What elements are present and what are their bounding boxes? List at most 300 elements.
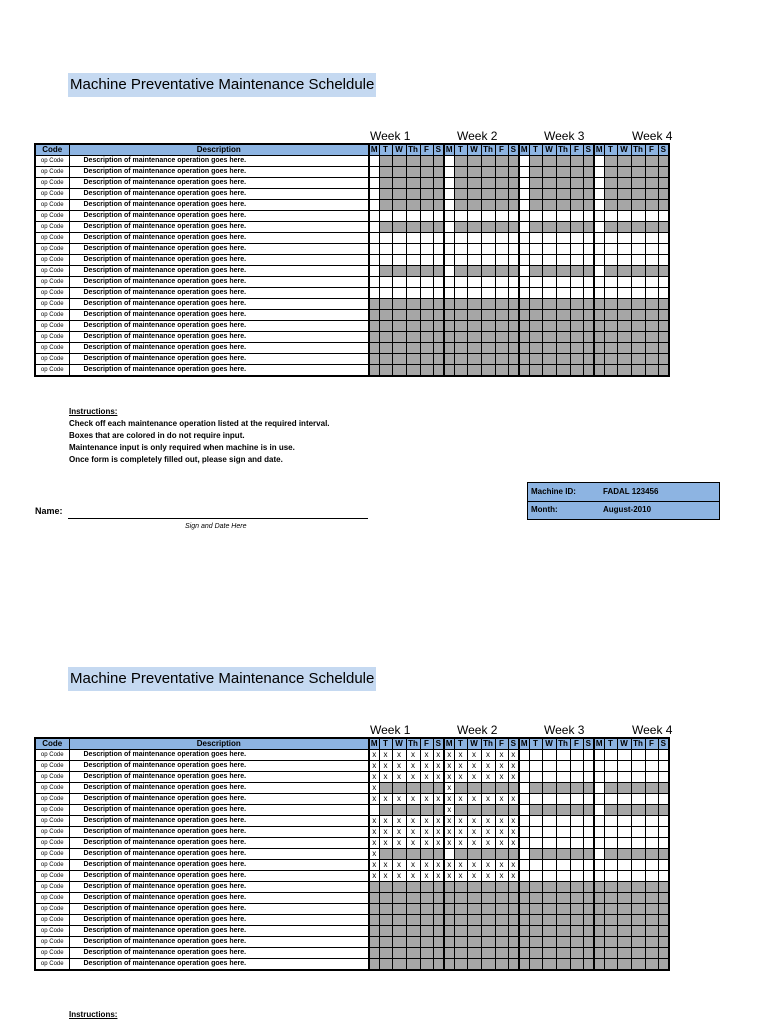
check-cell[interactable] — [529, 761, 542, 772]
day-header: W — [617, 144, 631, 156]
check-cell[interactable]: x — [369, 816, 379, 827]
check-cell[interactable]: x — [444, 750, 454, 761]
check-cell[interactable]: x — [379, 761, 392, 772]
check-cell[interactable]: x — [433, 827, 444, 838]
check-cell — [433, 948, 444, 959]
check-cell[interactable]: x — [433, 761, 444, 772]
check-cell[interactable]: x — [454, 816, 467, 827]
check-cell — [631, 849, 645, 860]
check-cell[interactable] — [631, 816, 645, 827]
check-cell[interactable] — [519, 772, 529, 783]
check-cell[interactable] — [617, 772, 631, 783]
instruction-line: Check off each maintenance operation listed at the required interval. — [69, 419, 330, 428]
check-cell[interactable] — [556, 838, 570, 849]
check-cell[interactable] — [617, 750, 631, 761]
check-cell[interactable] — [529, 816, 542, 827]
day-header: T — [454, 738, 467, 750]
check-cell[interactable] — [542, 838, 556, 849]
check-cell[interactable] — [519, 849, 529, 860]
check-cell[interactable]: x — [467, 816, 481, 827]
check-cell[interactable] — [631, 772, 645, 783]
check-cell — [433, 904, 444, 915]
check-cell[interactable] — [658, 761, 669, 772]
check-cell[interactable]: x — [481, 838, 495, 849]
check-cell[interactable]: x — [495, 750, 508, 761]
check-cell[interactable]: x — [467, 860, 481, 871]
check-cell[interactable]: x — [433, 838, 444, 849]
check-cell[interactable]: x — [481, 871, 495, 882]
check-cell[interactable] — [658, 816, 669, 827]
check-cell[interactable] — [604, 794, 617, 805]
check-cell — [467, 959, 481, 971]
check-cell[interactable]: x — [495, 794, 508, 805]
check-cell[interactable] — [604, 838, 617, 849]
check-cell[interactable] — [570, 838, 583, 849]
check-cell[interactable] — [570, 794, 583, 805]
check-cell[interactable]: x — [481, 794, 495, 805]
check-cell[interactable] — [369, 805, 379, 816]
check-cell[interactable]: x — [508, 761, 519, 772]
check-cell[interactable]: x — [495, 838, 508, 849]
check-cell[interactable] — [556, 871, 570, 882]
op-code-cell: op Code — [35, 882, 69, 893]
check-cell[interactable] — [645, 772, 658, 783]
check-cell[interactable] — [583, 794, 594, 805]
check-cell[interactable]: x — [420, 794, 433, 805]
day-header: Th — [481, 738, 495, 750]
op-code-cell: op Code — [35, 266, 69, 277]
check-cell[interactable]: x — [444, 838, 454, 849]
check-cell[interactable]: x — [392, 860, 406, 871]
check-cell[interactable] — [570, 761, 583, 772]
check-cell[interactable]: x — [406, 816, 420, 827]
check-cell[interactable]: x — [406, 750, 420, 761]
check-cell[interactable] — [658, 794, 669, 805]
check-cell[interactable]: x — [454, 860, 467, 871]
check-cell[interactable] — [556, 761, 570, 772]
day-header: T — [604, 738, 617, 750]
day-header: M — [520, 145, 528, 154]
check-cell[interactable]: x — [392, 750, 406, 761]
check-cell[interactable] — [583, 827, 594, 838]
check-cell[interactable]: x — [406, 838, 420, 849]
check-cell[interactable] — [542, 816, 556, 827]
check-cell[interactable] — [542, 761, 556, 772]
check-cell[interactable]: x — [495, 816, 508, 827]
check-cell[interactable]: x — [392, 838, 406, 849]
check-cell[interactable]: x — [481, 816, 495, 827]
check-cell[interactable] — [645, 816, 658, 827]
check-cell[interactable]: x — [369, 750, 379, 761]
check-cell[interactable]: x — [454, 838, 467, 849]
check-cell[interactable]: x — [467, 761, 481, 772]
check-cell[interactable]: x — [420, 860, 433, 871]
check-cell[interactable]: x — [508, 750, 519, 761]
check-cell[interactable] — [645, 871, 658, 882]
op-code-cell: op Code — [35, 321, 69, 332]
check-cell[interactable] — [570, 750, 583, 761]
check-cell[interactable]: x — [420, 772, 433, 783]
check-cell[interactable]: x — [467, 838, 481, 849]
check-cell[interactable] — [583, 860, 594, 871]
check-cell[interactable]: x — [406, 860, 420, 871]
check-cell[interactable] — [645, 761, 658, 772]
check-cell — [467, 882, 481, 893]
check-cell[interactable]: x — [508, 827, 519, 838]
check-cell[interactable] — [556, 750, 570, 761]
check-cell[interactable] — [583, 871, 594, 882]
check-cell[interactable] — [529, 772, 542, 783]
check-cell[interactable]: x — [379, 816, 392, 827]
check-cell[interactable]: x — [433, 772, 444, 783]
check-cell[interactable]: x — [508, 816, 519, 827]
check-cell[interactable]: x — [508, 860, 519, 871]
machine-id-label: Machine ID: — [531, 487, 576, 496]
check-cell[interactable]: x — [379, 827, 392, 838]
check-cell[interactable]: x — [467, 772, 481, 783]
check-cell[interactable]: x — [444, 772, 454, 783]
check-cell — [467, 805, 481, 816]
check-cell[interactable]: x — [495, 827, 508, 838]
check-cell[interactable]: x — [454, 871, 467, 882]
check-cell[interactable]: x — [406, 871, 420, 882]
table-row — [35, 915, 669, 926]
check-cell — [583, 915, 594, 926]
check-cell[interactable] — [617, 827, 631, 838]
check-cell[interactable]: x — [379, 860, 392, 871]
check-cell[interactable]: x — [495, 761, 508, 772]
op-code-cell: op Code — [35, 310, 69, 321]
check-cell[interactable] — [556, 794, 570, 805]
check-cell[interactable] — [617, 794, 631, 805]
check-cell[interactable]: x — [379, 794, 392, 805]
check-cell[interactable] — [631, 794, 645, 805]
check-cell — [379, 948, 392, 959]
check-cell[interactable]: x — [495, 871, 508, 882]
description-cell: Description of maintenance operation goes here. — [69, 871, 369, 882]
check-cell[interactable] — [519, 805, 529, 816]
day-header: Th — [406, 144, 420, 156]
check-cell[interactable]: x — [444, 816, 454, 827]
check-cell[interactable]: x — [467, 750, 481, 761]
schedule-table — [34, 737, 670, 971]
check-cell[interactable]: x — [454, 827, 467, 838]
check-cell — [392, 926, 406, 937]
check-cell[interactable]: x — [369, 827, 379, 838]
check-cell[interactable]: x — [481, 761, 495, 772]
check-cell[interactable] — [583, 816, 594, 827]
check-cell — [508, 948, 519, 959]
check-cell[interactable]: x — [454, 794, 467, 805]
op-code-cell: op Code — [35, 255, 69, 266]
check-cell[interactable] — [658, 838, 669, 849]
check-cell[interactable]: x — [392, 772, 406, 783]
check-cell — [433, 805, 444, 816]
check-cell[interactable] — [529, 827, 542, 838]
check-cell[interactable] — [645, 794, 658, 805]
check-cell — [658, 805, 669, 816]
check-cell[interactable] — [617, 816, 631, 827]
check-cell[interactable]: x — [481, 827, 495, 838]
check-cell[interactable] — [604, 860, 617, 871]
check-cell[interactable]: x — [420, 871, 433, 882]
day-header: W — [467, 738, 481, 750]
check-cell[interactable] — [583, 750, 594, 761]
check-cell[interactable] — [594, 860, 604, 871]
check-cell[interactable]: x — [481, 860, 495, 871]
check-cell[interactable] — [556, 772, 570, 783]
check-cell — [529, 849, 542, 860]
check-cell[interactable] — [658, 827, 669, 838]
check-cell[interactable]: x — [392, 761, 406, 772]
check-cell[interactable] — [570, 772, 583, 783]
check-cell[interactable] — [556, 816, 570, 827]
check-cell[interactable]: x — [379, 871, 392, 882]
check-cell[interactable] — [604, 761, 617, 772]
check-cell[interactable]: x — [369, 794, 379, 805]
check-cell[interactable]: x — [406, 827, 420, 838]
check-cell[interactable]: x — [467, 794, 481, 805]
check-cell[interactable] — [519, 871, 529, 882]
check-cell[interactable]: x — [508, 794, 519, 805]
check-cell[interactable] — [645, 750, 658, 761]
check-cell[interactable] — [631, 750, 645, 761]
check-cell[interactable]: x — [454, 772, 467, 783]
check-cell[interactable] — [519, 750, 529, 761]
check-cell[interactable]: x — [379, 772, 392, 783]
day-header: M — [595, 739, 603, 748]
check-cell[interactable] — [529, 838, 542, 849]
check-cell — [508, 904, 519, 915]
check-cell[interactable] — [583, 761, 594, 772]
check-cell[interactable] — [570, 871, 583, 882]
check-cell[interactable] — [529, 794, 542, 805]
check-cell[interactable]: x — [433, 750, 444, 761]
check-cell[interactable] — [604, 772, 617, 783]
check-cell[interactable] — [570, 827, 583, 838]
check-cell[interactable]: x — [495, 860, 508, 871]
check-cell[interactable] — [594, 783, 604, 794]
check-cell[interactable] — [617, 871, 631, 882]
check-cell[interactable]: x — [420, 761, 433, 772]
check-cell[interactable]: x — [369, 761, 379, 772]
check-cell[interactable]: x — [433, 871, 444, 882]
machine-id-value[interactable]: FADAL 123456 — [603, 487, 659, 496]
check-cell — [444, 937, 454, 948]
check-cell[interactable] — [594, 794, 604, 805]
check-cell[interactable] — [519, 794, 529, 805]
check-cell — [379, 783, 392, 794]
check-cell[interactable] — [542, 871, 556, 882]
check-cell[interactable]: x — [369, 849, 379, 860]
check-cell[interactable] — [617, 860, 631, 871]
check-cell[interactable] — [594, 750, 604, 761]
check-cell[interactable] — [658, 750, 669, 761]
check-cell[interactable] — [542, 772, 556, 783]
op-code-cell: op Code — [35, 244, 69, 255]
check-cell[interactable] — [631, 860, 645, 871]
description-cell: Description of maintenance operation goes here. — [69, 761, 369, 772]
check-cell — [556, 882, 570, 893]
table-row — [35, 827, 669, 838]
check-cell[interactable] — [519, 783, 529, 794]
check-cell — [645, 882, 658, 893]
check-cell[interactable]: x — [420, 827, 433, 838]
check-cell[interactable] — [570, 860, 583, 871]
check-cell — [645, 893, 658, 904]
check-cell[interactable] — [594, 827, 604, 838]
check-cell[interactable]: x — [508, 772, 519, 783]
check-cell[interactable] — [604, 750, 617, 761]
description-cell: Description of maintenance operation goes here. — [69, 772, 369, 783]
check-cell[interactable] — [542, 827, 556, 838]
check-cell[interactable] — [631, 838, 645, 849]
check-cell[interactable] — [583, 838, 594, 849]
check-cell[interactable]: x — [392, 794, 406, 805]
check-cell[interactable]: x — [454, 750, 467, 761]
check-cell — [542, 849, 556, 860]
check-cell[interactable]: x — [444, 794, 454, 805]
check-cell[interactable] — [658, 772, 669, 783]
check-cell[interactable] — [542, 860, 556, 871]
check-cell[interactable]: x — [379, 838, 392, 849]
check-cell[interactable]: x — [481, 750, 495, 761]
check-cell — [420, 959, 433, 971]
description-cell: Description of maintenance operation goes here. — [69, 816, 369, 827]
check-cell[interactable]: x — [392, 816, 406, 827]
check-cell[interactable] — [631, 827, 645, 838]
check-cell[interactable] — [570, 816, 583, 827]
check-cell[interactable] — [594, 761, 604, 772]
check-cell[interactable]: x — [369, 838, 379, 849]
check-cell[interactable]: x — [392, 871, 406, 882]
check-cell — [495, 926, 508, 937]
description-cell: Description of maintenance operation goes here. — [69, 189, 369, 200]
check-cell[interactable]: x — [508, 838, 519, 849]
check-cell[interactable] — [594, 816, 604, 827]
check-cell[interactable]: x — [444, 871, 454, 882]
check-cell[interactable] — [519, 761, 529, 772]
check-cell — [645, 783, 658, 794]
check-cell — [542, 783, 556, 794]
check-cell[interactable] — [444, 849, 454, 860]
check-cell[interactable]: x — [467, 871, 481, 882]
check-cell[interactable] — [529, 860, 542, 871]
check-cell[interactable] — [631, 761, 645, 772]
table-row — [35, 816, 669, 827]
check-cell[interactable] — [594, 849, 604, 860]
check-cell[interactable]: x — [444, 805, 454, 816]
check-cell[interactable]: x — [481, 772, 495, 783]
check-cell[interactable] — [556, 860, 570, 871]
check-cell[interactable] — [519, 816, 529, 827]
check-cell[interactable] — [594, 805, 604, 816]
check-cell — [454, 959, 467, 971]
check-cell[interactable] — [542, 750, 556, 761]
check-cell — [508, 926, 519, 937]
check-cell[interactable] — [519, 827, 529, 838]
check-cell[interactable] — [645, 827, 658, 838]
check-cell[interactable]: x — [369, 772, 379, 783]
check-cell[interactable]: x — [444, 761, 454, 772]
form-title: Machine Preventative Maintenance Scheldule — [68, 73, 376, 97]
check-cell[interactable]: x — [406, 794, 420, 805]
check-cell — [495, 937, 508, 948]
check-cell[interactable] — [556, 827, 570, 838]
check-cell[interactable] — [604, 827, 617, 838]
check-cell[interactable] — [529, 871, 542, 882]
day-header: T — [604, 144, 617, 156]
check-cell[interactable]: x — [467, 827, 481, 838]
check-cell — [454, 849, 467, 860]
check-cell[interactable]: x — [454, 761, 467, 772]
op-code-cell: op Code — [35, 926, 69, 937]
check-cell[interactable] — [658, 860, 669, 871]
check-cell[interactable]: x — [433, 794, 444, 805]
check-cell[interactable] — [631, 871, 645, 882]
check-cell[interactable]: x — [420, 816, 433, 827]
check-cell — [454, 937, 467, 948]
check-cell[interactable]: x — [406, 772, 420, 783]
check-cell[interactable]: x — [444, 827, 454, 838]
check-cell[interactable] — [519, 860, 529, 871]
check-cell[interactable]: x — [444, 860, 454, 871]
check-cell[interactable] — [529, 750, 542, 761]
check-cell[interactable]: x — [433, 816, 444, 827]
check-cell[interactable] — [617, 761, 631, 772]
check-cell[interactable]: x — [444, 783, 454, 794]
check-cell[interactable] — [594, 838, 604, 849]
check-cell[interactable]: x — [433, 860, 444, 871]
week-1-label: Week 1 — [370, 723, 411, 737]
month-value[interactable]: August-2010 — [603, 505, 652, 514]
check-cell[interactable] — [604, 816, 617, 827]
check-cell[interactable]: x — [495, 772, 508, 783]
check-cell[interactable]: x — [406, 761, 420, 772]
check-cell[interactable] — [604, 871, 617, 882]
check-cell[interactable] — [617, 838, 631, 849]
check-cell[interactable]: x — [420, 750, 433, 761]
check-cell[interactable] — [594, 772, 604, 783]
check-cell[interactable] — [658, 871, 669, 882]
check-cell[interactable] — [583, 772, 594, 783]
check-cell — [467, 904, 481, 915]
check-cell — [529, 915, 542, 926]
check-cell — [645, 959, 658, 971]
check-cell[interactable]: x — [392, 827, 406, 838]
check-cell[interactable] — [645, 860, 658, 871]
check-cell — [556, 959, 570, 971]
check-cell[interactable]: x — [420, 838, 433, 849]
check-cell[interactable] — [542, 794, 556, 805]
description-cell: Description of maintenance operation goes here. — [69, 783, 369, 794]
op-code-cell: op Code — [35, 948, 69, 959]
check-cell[interactable] — [645, 838, 658, 849]
check-cell — [594, 959, 604, 971]
check-cell — [542, 882, 556, 893]
day-header: Th — [556, 144, 570, 156]
check-cell[interactable]: x — [508, 871, 519, 882]
check-cell[interactable]: x — [369, 871, 379, 882]
check-cell[interactable] — [519, 838, 529, 849]
check-cell[interactable]: x — [379, 750, 392, 761]
check-cell[interactable]: x — [369, 783, 379, 794]
check-cell — [433, 926, 444, 937]
check-cell — [617, 882, 631, 893]
check-cell — [379, 882, 392, 893]
check-cell[interactable]: x — [369, 860, 379, 871]
check-cell[interactable] — [594, 871, 604, 882]
